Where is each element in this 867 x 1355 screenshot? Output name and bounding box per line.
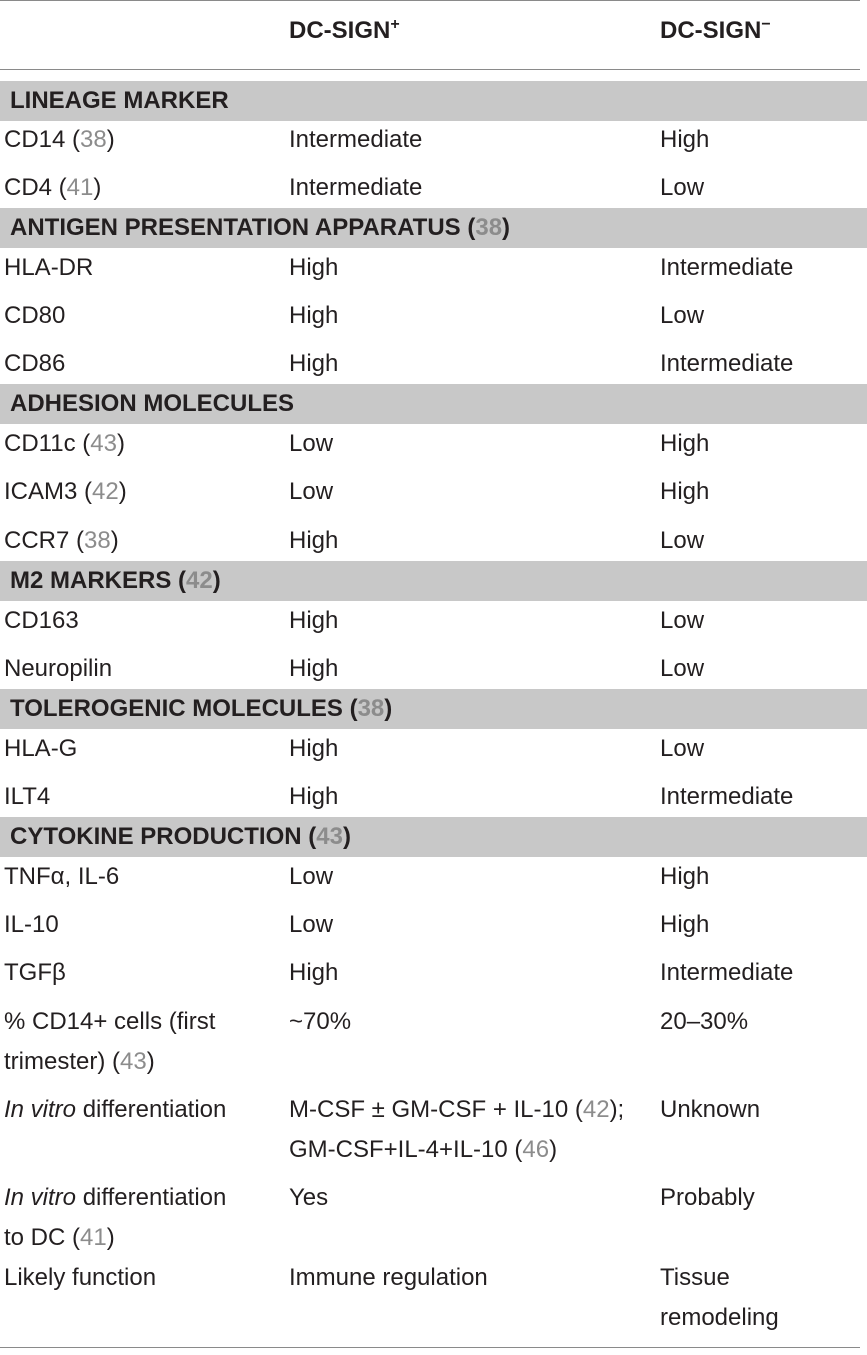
il10-negative-value: High — [660, 911, 710, 938]
ilt4-negative-value: Intermediate — [660, 783, 794, 810]
section-lineage-marker — [0, 81, 867, 121]
row-label-cd11c — [4, 424, 125, 464]
reference-link[interactable]: 42 — [92, 478, 119, 505]
label-text: ICAM3 ( — [4, 478, 93, 505]
header-label: DC-SIGN — [289, 17, 391, 44]
tnfa-positive-value: Low — [289, 863, 334, 890]
cd4-negative-value: Low — [660, 174, 705, 201]
reference-link[interactable]: 38 — [84, 527, 111, 554]
section-antigen-presentation — [0, 208, 867, 248]
header-sup: + — [390, 16, 400, 33]
cd86-positive-value: High — [289, 350, 339, 377]
reference-link[interactable]: 41 — [66, 174, 94, 201]
label-italic: In vitro — [4, 1096, 77, 1123]
label-text: ) — [106, 126, 115, 153]
cd11c-positive-value: Low — [289, 430, 334, 457]
label-text: trimester) ( — [4, 1048, 120, 1075]
reference-link[interactable]: 42 — [186, 567, 213, 594]
value-text: GM-CSF+IL-4+IL-10 ( — [289, 1136, 523, 1163]
tgfb-positive-value: High — [289, 959, 339, 986]
hla-dr-negative-value: Intermediate — [660, 254, 794, 281]
value-text: M-CSF ± GM-CSF + IL-10 ( — [289, 1096, 583, 1123]
section-title: CYTOKINE PRODUCTION ( — [10, 823, 317, 850]
cd14-negative-value: High — [660, 126, 710, 153]
reference-link[interactable]: 42 — [582, 1096, 610, 1123]
header-dc-sign-positive — [289, 14, 400, 48]
header-rule — [0, 69, 860, 70]
label-text: CCR7 ( — [4, 527, 85, 554]
row-label-cd86: CD86 — [4, 350, 66, 377]
likely-function-negative-value-line1: Tissue — [660, 1264, 730, 1291]
section-title: TOLEROGENIC MOLECULES ( — [10, 695, 358, 722]
label-text: to DC ( — [4, 1224, 81, 1251]
reference-link[interactable]: 38 — [357, 695, 385, 722]
il10-positive-value: Low — [289, 911, 334, 938]
row-label-likely-function: Likely function — [4, 1264, 157, 1291]
hla-g-negative-value: Low — [660, 735, 705, 762]
section-title: ) — [212, 567, 221, 594]
row-label-tnfa-il6: TNFα, IL-6 — [4, 863, 120, 890]
section-title: ) — [384, 695, 393, 722]
neuropilin-positive-value: High — [289, 655, 339, 682]
value-text: ); — [609, 1096, 625, 1123]
label-italic: In vitro — [4, 1184, 77, 1211]
row-label-in-vitro-differentiation — [4, 1090, 226, 1130]
header-label: DC-SIGN — [660, 17, 762, 44]
row-label-hla-dr: HLA-DR — [4, 254, 94, 281]
label-text: ) — [110, 527, 119, 554]
ccr7-negative-value: Low — [660, 527, 705, 554]
value-text: ) — [549, 1136, 558, 1163]
section-tolerogenic-molecules — [0, 689, 867, 729]
ccr7-positive-value: High — [289, 527, 339, 554]
label-text: differentiation — [76, 1184, 227, 1211]
label-text: ) — [118, 478, 127, 505]
label-text: ) — [106, 1224, 115, 1251]
likely-function-positive-value: Immune regulation — [289, 1264, 488, 1291]
tgfb-negative-value: Intermediate — [660, 959, 794, 986]
cd163-positive-value: High — [289, 607, 339, 634]
top-rule — [0, 0, 860, 1]
row-label-pct-cd14-line2 — [4, 1042, 155, 1082]
row-label-cd80: CD80 — [4, 302, 66, 329]
reference-link[interactable]: 43 — [316, 823, 343, 850]
label-text: CD4 ( — [4, 174, 67, 201]
header-dc-sign-negative — [660, 14, 771, 48]
hla-g-positive-value: High — [289, 735, 339, 762]
row-label-ilt4: ILT4 — [4, 783, 51, 810]
row-label-in-vitro-dc-line2 — [4, 1218, 115, 1258]
row-label-il10: IL-10 — [4, 911, 59, 938]
neuropilin-negative-value: Low — [660, 655, 705, 682]
row-label-pct-cd14-line1: % CD14+ cells (first — [4, 1008, 216, 1035]
bottom-rule — [0, 1347, 860, 1348]
cd4-positive-value: Intermediate — [289, 174, 423, 201]
cd86-negative-value: Intermediate — [660, 350, 794, 377]
row-label-neuropilin: Neuropilin — [4, 655, 113, 682]
cd11c-negative-value: High — [660, 430, 710, 457]
row-label-hla-g: HLA-G — [4, 735, 78, 762]
section-title: ADHESION MOLECULES — [10, 390, 295, 417]
cd14-positive-value: Intermediate — [289, 126, 423, 153]
icam3-negative-value: High — [660, 478, 710, 505]
section-title: ) — [342, 823, 351, 850]
hla-dr-positive-value: High — [289, 254, 339, 281]
reference-link[interactable]: 38 — [475, 214, 503, 241]
row-label-icam3 — [4, 472, 127, 512]
row-label-tgfb: TGFβ — [4, 959, 66, 986]
row-label-cd4 — [4, 168, 101, 208]
row-label-cd14 — [4, 120, 115, 160]
row-label-cd163: CD163 — [4, 607, 79, 634]
in-vitro-negative-value: Unknown — [660, 1096, 761, 1123]
section-m2-markers — [0, 561, 867, 601]
header-sup: − — [761, 16, 771, 33]
pct-cd14-positive-value: ~70% — [289, 1008, 352, 1035]
reference-link[interactable]: 46 — [522, 1136, 550, 1163]
label-text: ) — [93, 174, 102, 201]
section-title: ) — [502, 214, 511, 241]
in-vitro-positive-value-line2 — [289, 1130, 557, 1170]
cd80-positive-value: High — [289, 302, 339, 329]
reference-link[interactable]: 38 — [80, 126, 107, 153]
cd80-negative-value: Low — [660, 302, 705, 329]
in-vitro-dc-positive-value: Yes — [289, 1184, 329, 1211]
label-text: CD14 ( — [4, 126, 81, 153]
pct-cd14-negative-value: 20–30% — [660, 1008, 749, 1035]
in-vitro-positive-value-line1 — [289, 1090, 624, 1130]
section-title: LINEAGE MARKER — [10, 87, 229, 114]
tnfa-negative-value: High — [660, 863, 710, 890]
likely-function-negative-value-line2: remodeling — [660, 1304, 779, 1331]
in-vitro-dc-negative-value: Probably — [660, 1184, 755, 1211]
label-text: ) — [146, 1048, 155, 1075]
label-text: ) — [116, 430, 125, 457]
section-title: M2 MARKERS ( — [10, 567, 187, 594]
reference-link[interactable]: 43 — [120, 1048, 147, 1075]
section-title: ANTIGEN PRESENTATION APPARATUS ( — [10, 214, 476, 241]
row-label-ccr7 — [4, 521, 119, 561]
label-text: CD11c ( — [4, 430, 91, 457]
section-adhesion-molecules — [0, 384, 867, 424]
section-cytokine-production — [0, 817, 867, 857]
cd163-negative-value: Low — [660, 607, 705, 634]
reference-link[interactable]: 43 — [90, 430, 117, 457]
row-label-in-vitro-dc-line1 — [4, 1178, 226, 1218]
ilt4-positive-value: High — [289, 783, 339, 810]
label-text: differentiation — [76, 1096, 227, 1123]
reference-link[interactable]: 41 — [80, 1224, 107, 1251]
icam3-positive-value: Low — [289, 478, 334, 505]
